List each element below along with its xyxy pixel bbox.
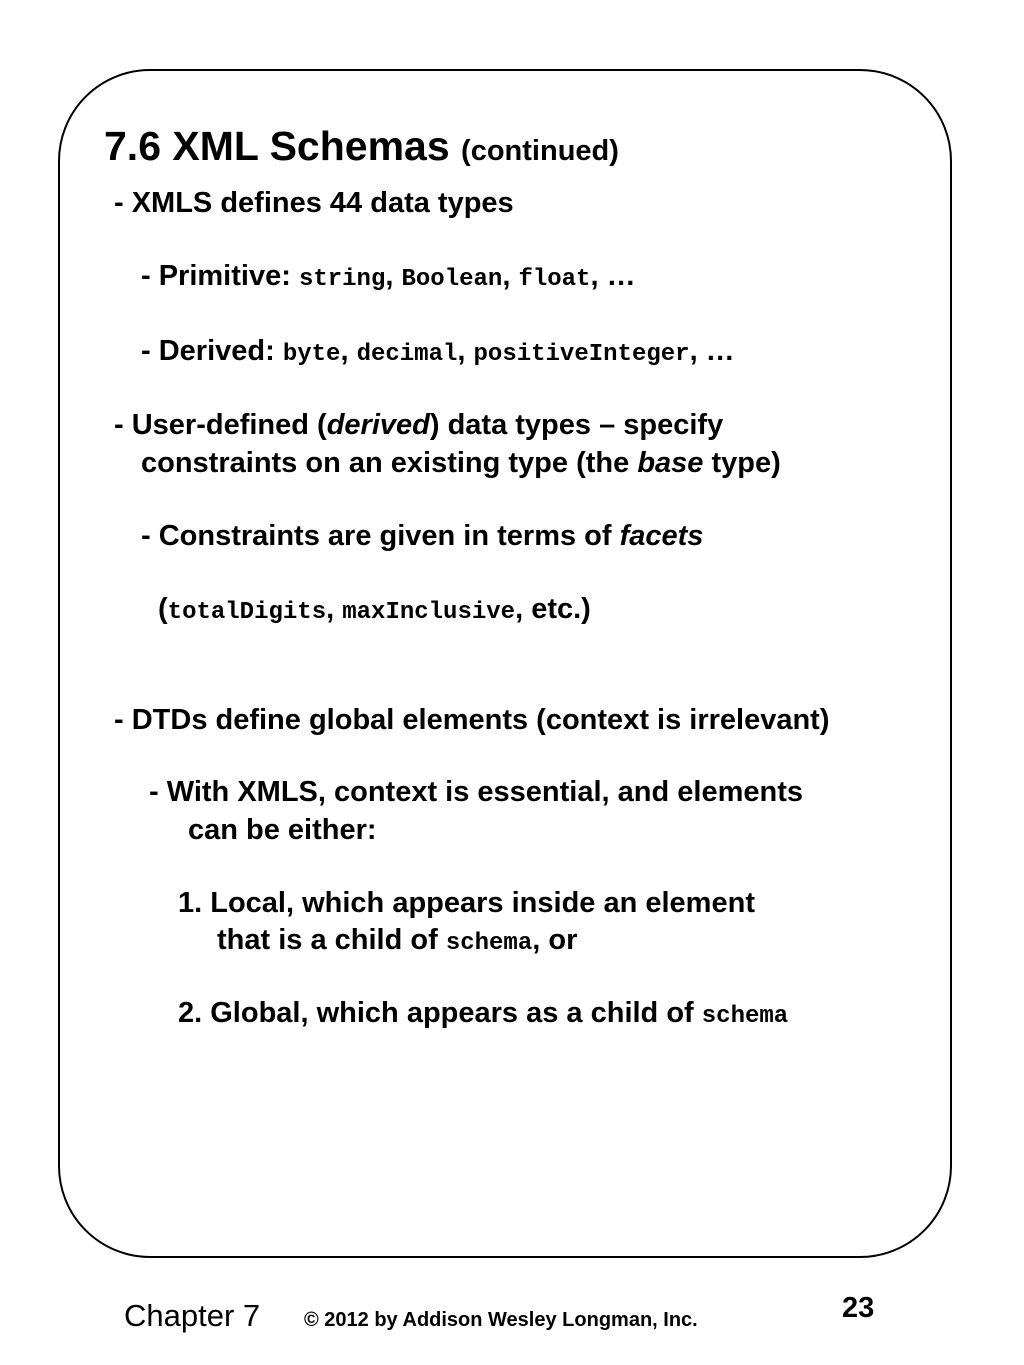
ellipsis: , … (689, 335, 735, 367)
bullet-dtds: - DTDs define global elements (context is irrelevant) (114, 704, 830, 736)
facet-totaldigits: totalDigits (167, 599, 327, 626)
emphasis-base: base (637, 447, 704, 479)
footer-chapter: Chapter 7 (124, 1298, 261, 1333)
primitive-type-float: float (518, 266, 591, 293)
derived-type-decimal: decimal (356, 341, 458, 368)
slide-frame (58, 69, 952, 1258)
bullet-xmls-context-line1: - With XMLS, context is essential, and elements (149, 776, 804, 808)
facet-maxinclusive: maxInclusive (342, 599, 516, 626)
bullet-derived (141, 337, 735, 367)
separator: , (340, 335, 357, 367)
bullet-user-defined-line2 (141, 449, 781, 478)
bullet-user-defined-line1 (114, 411, 723, 440)
text: constraints on an existing type (the (141, 447, 638, 479)
derived-label: - Derived: (141, 335, 283, 367)
text: type) (703, 447, 781, 479)
separator: , (502, 260, 519, 292)
footer-page-number: 23 (842, 1292, 875, 1324)
paren-open: ( (158, 593, 168, 625)
code-schema: schema (445, 930, 533, 957)
list-item-local-line2 (217, 926, 577, 956)
text: etc.) (531, 593, 591, 625)
separator: , (515, 593, 532, 625)
primitive-label: - Primitive: (141, 260, 299, 292)
list-item-global (178, 999, 788, 1029)
bullet-xmls-context-line2: can be either: (188, 814, 377, 846)
primitive-type-string: string (298, 266, 386, 293)
text: that is a child of (217, 924, 446, 956)
text: ) data types – specify (429, 409, 724, 441)
separator: , (457, 335, 474, 367)
bullet-primitive (141, 262, 636, 292)
emphasis-derived: derived (326, 409, 430, 441)
bullet-constraints (141, 522, 703, 551)
derived-type-positiveinteger: positiveInteger (473, 341, 690, 368)
separator: , (326, 593, 343, 625)
ellipsis: , … (590, 260, 636, 292)
primitive-type-boolean: Boolean (401, 266, 503, 293)
code-schema: schema (701, 1003, 789, 1030)
emphasis-facets: facets (619, 520, 704, 552)
footer-copyright: © 2012 by Addison Wesley Longman, Inc. (304, 1309, 698, 1331)
text: - User-defined ( (114, 409, 327, 441)
separator: , (385, 260, 402, 292)
bullet-types-count: - XMLS defines 44 data types (114, 187, 514, 219)
text: 2. Global, which appears as a child of (178, 997, 702, 1029)
facets-examples (158, 595, 591, 625)
slide-title (104, 123, 619, 169)
title-main: 7.6 XML Schemas (104, 123, 450, 169)
list-item-local-line1: 1. Local, which appears inside an element (178, 887, 755, 919)
text: - Constraints are given in terms of (141, 520, 620, 552)
text: , or (532, 924, 578, 956)
derived-type-byte: byte (282, 341, 341, 368)
title-note: (continued) (461, 135, 619, 167)
